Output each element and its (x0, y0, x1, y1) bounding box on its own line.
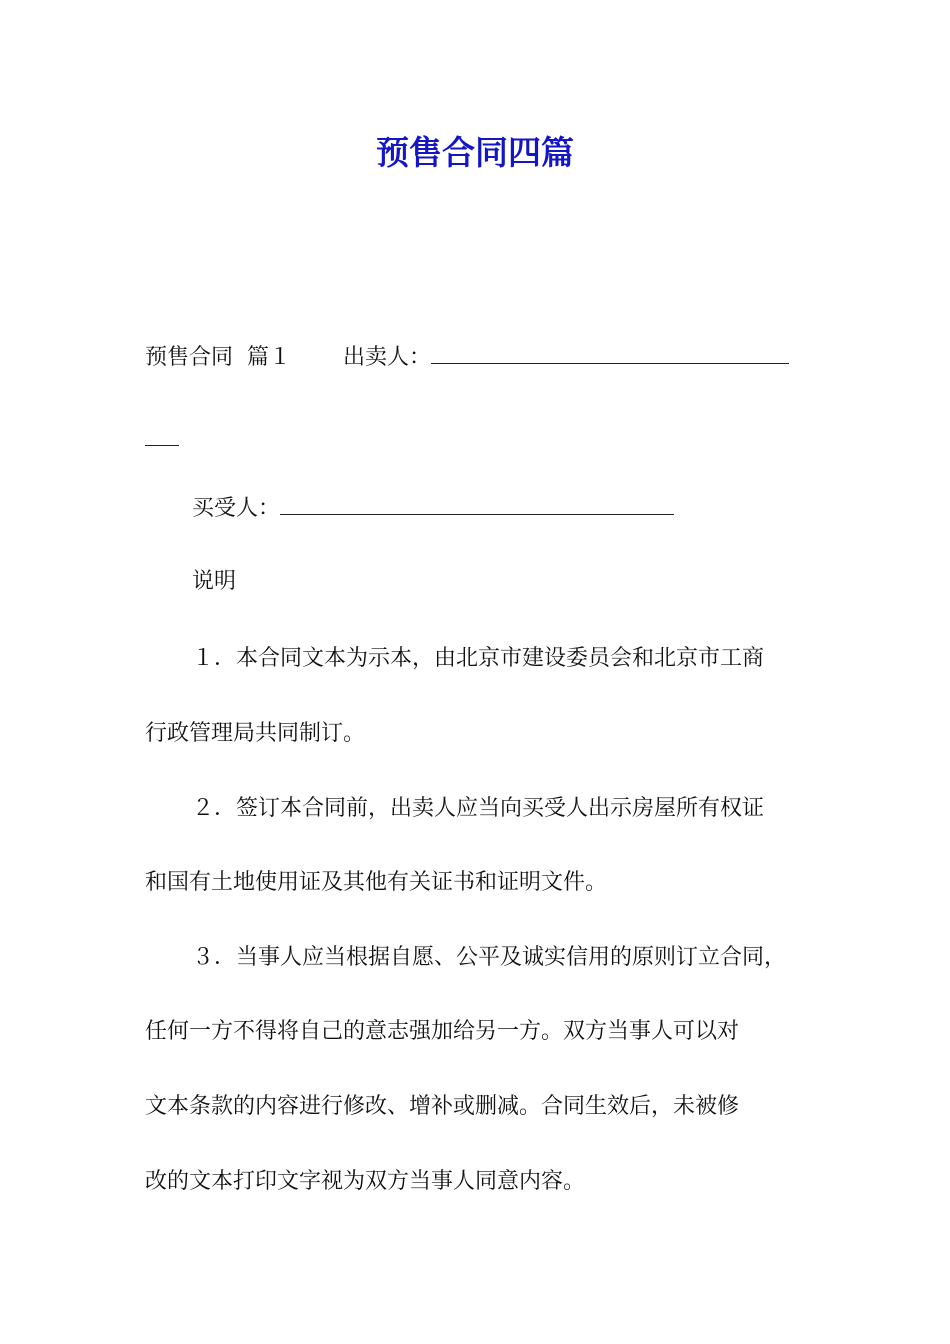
seller-blank-continuation (145, 423, 179, 457)
buyer-label: 买受人： (192, 496, 281, 521)
paragraph-line: １．本合同文本为示本，由北京市建设委员会和北京市工商 (192, 646, 765, 671)
seller-blank (431, 341, 789, 364)
heading-part: 篇１ (247, 345, 292, 370)
paragraph-line: 改的文本打印文字视为双方当事人同意内容。 (145, 1169, 586, 1194)
document-title: 预售合同四篇 (376, 133, 574, 172)
paragraph-line: ３．当事人应当根据自愿、公平及诚实信用的原则订立合同， (192, 945, 787, 970)
paragraph-line: ２．签订本合同前，出卖人应当向买受人出示房屋所有权证 (192, 796, 765, 821)
paragraph-line: 任何一方不得将自己的意志强加给另一方。双方当事人可以对 (145, 1019, 740, 1044)
section-label: 说明 (192, 569, 237, 594)
buyer-blank (280, 492, 674, 515)
buyer-line (192, 492, 674, 526)
paragraph-line: 行政管理局共同制订。 (145, 721, 366, 746)
seller-label: 出卖人： (343, 345, 432, 370)
paragraph-line: 文本条款的内容进行修改、增补或删减。合同生效后，未被修 (145, 1094, 740, 1119)
paragraph-line: 和国有土地使用证及其他有关证书和证明文件。 (145, 870, 608, 895)
heading-prefix: 预售合同 (145, 345, 234, 370)
heading-line (145, 341, 789, 375)
